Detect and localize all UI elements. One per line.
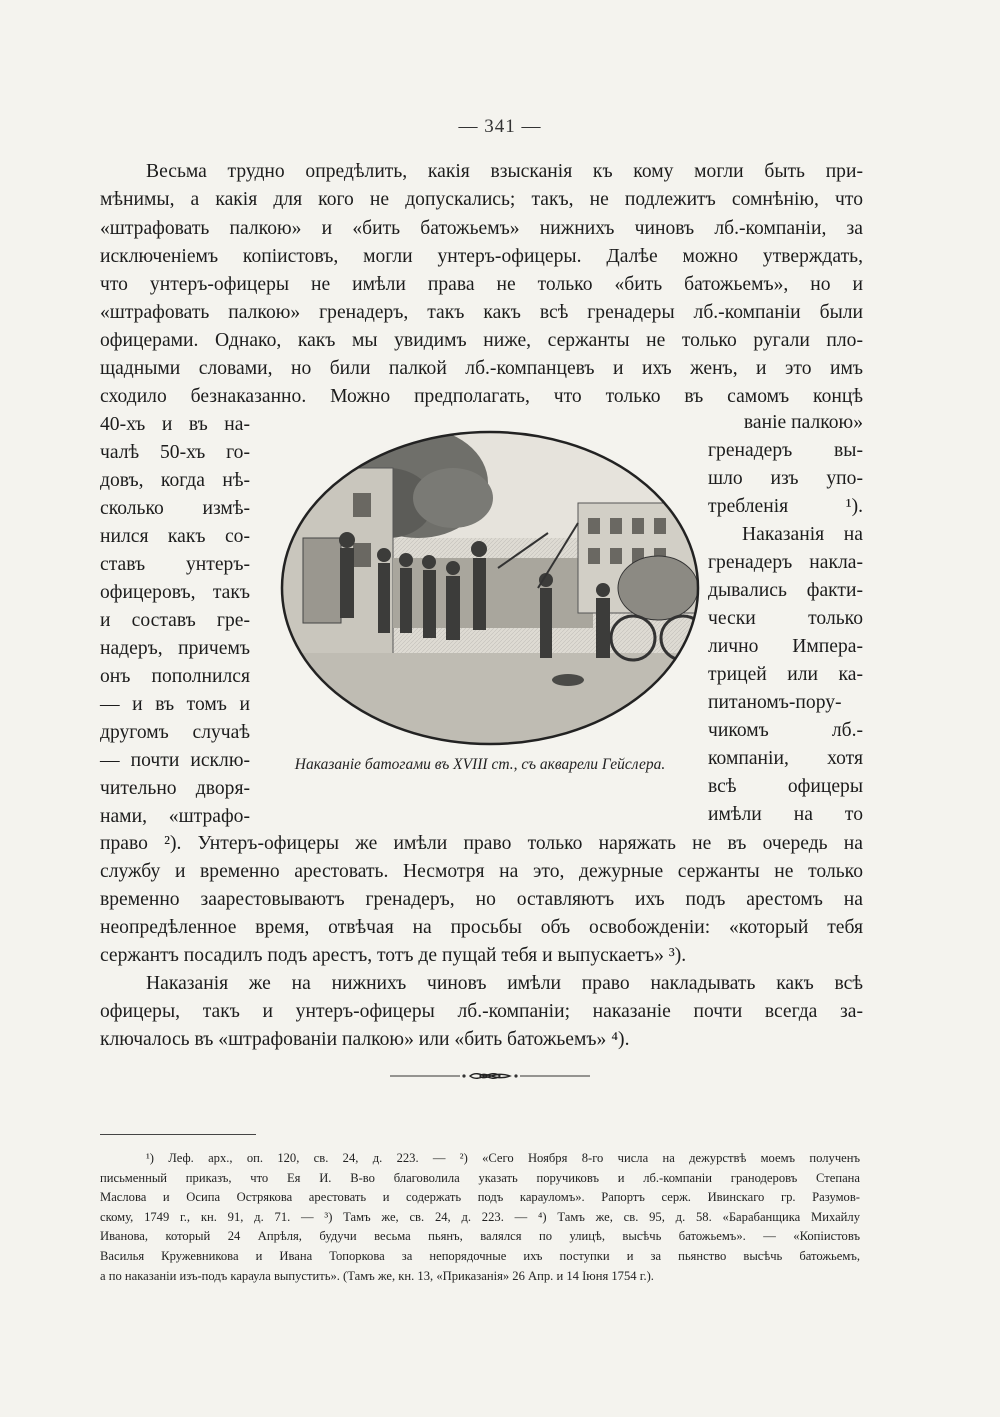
page-number: — 341 —	[458, 116, 542, 137]
footnote-line: а по наказаніи изъ-подъ караула выпустить». (Тамъ же, кн. 13, «Приказанія» 26 Апр. и 14 Іюня 1754 г.).	[100, 1268, 654, 1283]
body-line: щадными словами, но били палкой лб.-компанцевъ и ихъ женъ, и это имъ	[100, 358, 863, 379]
body-line: офицерами. Однако, какъ мы увидимъ ниже, сержанты не только ругали пло-	[100, 330, 863, 351]
right-column-line: Наказанія на	[742, 524, 863, 545]
body-line: право ²). Унтеръ-офицеры же имѣли право только наряжать не въ очередь на	[100, 833, 863, 854]
footnote-rule	[100, 1134, 256, 1135]
illustration-caption: Наказаніе батогами въ XVIII ст., съ акварели Гейслера.	[294, 756, 666, 773]
right-column-line: всѣ офицеры	[708, 776, 863, 797]
left-column-line: нами, «штрафо-	[100, 806, 250, 827]
left-column-line: — и въ томъ и	[100, 694, 250, 715]
right-column-line: дывались факти-	[708, 580, 863, 601]
left-column-line: другомъ случаѣ	[100, 722, 250, 743]
left-column-line: и составъ гре-	[100, 610, 250, 631]
body-line: ключалось въ «штрафованіи палкою» или «бить батожьемъ» ⁴).	[100, 1029, 630, 1050]
right-column-line: чикомъ лб.-	[708, 720, 863, 741]
body-line: что унтеръ-офицеры не имѣли права не только «бить батожьемъ», но и	[100, 274, 863, 295]
left-column-line: 40-хъ и въ на-	[100, 414, 250, 435]
left-column-line: онъ пополнился	[100, 666, 250, 687]
body-line: мѣнимы, а какія для кого не допускались; такъ, не подлежитъ сомнѣнію, что	[100, 189, 863, 210]
right-column-line: трицей или ка-	[708, 664, 863, 685]
right-column-line: ваніе палкою»	[743, 412, 863, 433]
body-line: сержантъ посадилъ подъ арестъ, тотъ де пущай тебя и выпускаетъ» ³).	[100, 945, 687, 966]
body-line: офицеры, такъ и унтеръ-офицеры лб.-компаніи; наказаніе почти всегда за-	[100, 1001, 863, 1022]
left-column-line: довъ, когда нѣ-	[100, 470, 250, 491]
left-column-line: ставъ унтеръ-	[100, 554, 250, 575]
body-line: Весьма трудно опредѣлить, какія взысканія къ кому могли быть при-	[146, 161, 863, 182]
footnotes	[100, 1149, 860, 1286]
body-line: временно заарестовываютъ гренадеръ, но оставляютъ ихъ подъ арестомъ на	[100, 889, 863, 910]
body-line: Наказанія же на нижнихъ чиновъ имѣли право накладывать какъ всѣ	[146, 973, 863, 994]
body-line: «штрафовать палкою» гренадеръ, такъ какъ всѣ гренадеры лб.-компаніи были	[100, 302, 863, 323]
left-column-line: сколько измѣ-	[100, 498, 250, 519]
left-column-line: нился какъ со-	[100, 526, 250, 547]
right-column-line: компаніи, хотя	[708, 748, 863, 769]
body-line: службу и временно арестовать. Несмотря на это, дежурные сержанты не только	[100, 861, 863, 882]
body-line: исключеніемъ копіистовъ, могли унтеръ-офицеры. Далѣе можно утверждать,	[100, 246, 863, 267]
right-column-line: питаномъ-пору-	[708, 692, 842, 713]
right-column-line: шло изъ упо-	[708, 468, 863, 489]
right-column-line: гренадеръ накла-	[708, 552, 863, 573]
body-line: сходило безнаказанно. Можно предполагать, что только въ самомъ концѣ	[100, 386, 863, 407]
right-column-line: требленія ¹).	[708, 496, 863, 517]
left-column-line: надеръ, причемъ	[100, 638, 250, 659]
right-column-line: имѣли на то	[708, 804, 863, 825]
footnote-line: скому, 1749 г., кн. 91, д. 71. — ³) Тамъ же, св. 24, д. 223. — ⁴) Тамъ же, св. 95, д. 58. «Барабанщика Михайлу	[100, 1209, 860, 1224]
footnote-line: Маслова и Осипа Острякова арестовать и содержать подъ карауломъ». Рапортъ серж. Ивинскаго гр. Разумов-	[100, 1190, 860, 1205]
right-column-line: лично Импера-	[708, 636, 863, 657]
body-line: неопредѣленное время, отвѣчая на просьбы объ освобожденіи: «который тебя	[100, 917, 863, 938]
footnote-line: Василья Кружевникова и Ивана Топоркова за непорядочные ихъ поступки и за пьянство высѣчь батожьемъ,	[100, 1248, 860, 1263]
left-column-line: — почти исклю-	[100, 750, 250, 771]
right-column-line: гренадеръ вы-	[708, 440, 863, 461]
footnote-line: ¹) Леф. арх., оп. 120, св. 24, д. 223. — ²) «Сего Ноября 8-го числа на дежурствѣ моемъ полученъ	[146, 1151, 860, 1165]
left-column-line: офицеровъ, такъ	[100, 582, 250, 603]
right-column-line: чески только	[708, 608, 863, 629]
ornament-divider	[390, 1064, 590, 1088]
body-line: «штрафовать палкою» и «бить батожьемъ» нижнихъ чиновъ лб.-компаніи, за	[100, 218, 863, 239]
left-column-line: чалѣ 50-хъ го-	[100, 442, 250, 463]
punishment-illustration	[278, 428, 702, 748]
footnote-line: Иванова, который 24 Апрѣля, будучи весьма пьянъ, валялся по улицѣ, высѣчь батожьемъ». — «Копіистовъ	[100, 1229, 860, 1244]
footnote-line: письменный приказъ, что Ея И. В-во благоволила указать поручиковъ и лб.-компаніи гранодеровъ Степана	[100, 1170, 860, 1185]
left-column-line: чительно дворя-	[100, 778, 250, 799]
